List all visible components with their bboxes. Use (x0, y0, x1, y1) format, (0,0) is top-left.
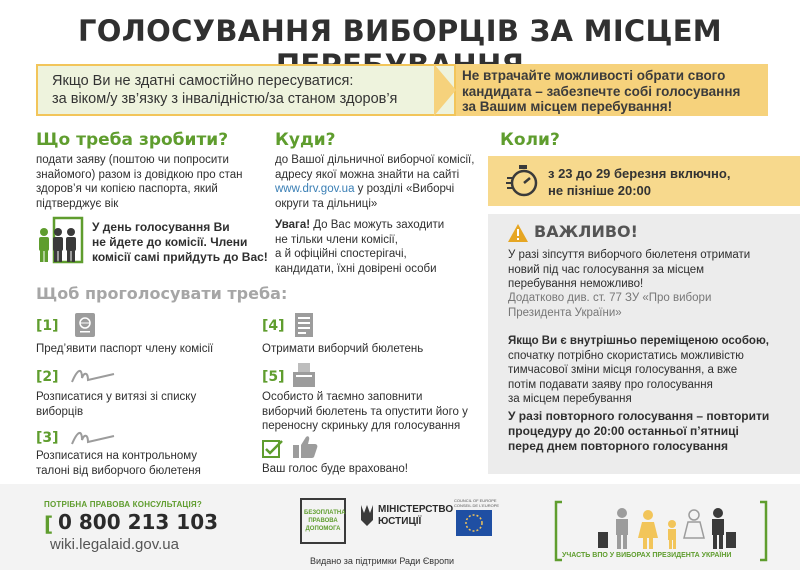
coe-text-1: COUNCIL OF EUROPE (454, 498, 497, 503)
where-line: адресу якої можна знайти на сайті (275, 168, 460, 181)
where-text (275, 153, 480, 211)
when-dates: з 23 до 29 березня включно, (548, 166, 731, 181)
step-5-line: переносну скриньку для голосування (262, 420, 461, 432)
attention-line: кандидати, їхні довірені особи (275, 262, 437, 275)
passport-icon (74, 312, 96, 338)
important-p3 (508, 409, 798, 454)
what-heading: Що треба зробити? (36, 130, 229, 150)
step-3-line: Розписатися на контрольному (36, 450, 197, 462)
wiki-link[interactable]: wiki.legalaid.gov.ua (50, 536, 179, 553)
what-text (36, 153, 266, 211)
step-6-text: Ваш голос буде враховано! (262, 463, 408, 475)
banner-arrow-icon (434, 64, 456, 116)
step-4-number: [4] (262, 318, 285, 334)
what-line: підтверджує вік (36, 197, 119, 210)
ministry-logo (378, 504, 453, 528)
step-2-line: виборців (36, 405, 84, 418)
step-4-text: Отримати виборчий бюлетень (262, 343, 424, 355)
banner-left-line1: Якщо Ви не здатні самостійно пересуватися: (52, 73, 354, 89)
what-line: здоров’я чи копією паспорта, який (36, 183, 218, 195)
family-icon (598, 506, 738, 550)
banner-call-to-action (456, 64, 768, 116)
commission-note-line: У день голосування Ви (92, 220, 230, 234)
step-5-line: виборчий бюлетень та опустити його у (262, 405, 468, 418)
step-2-line: Розписатися у витязі зі списку (36, 391, 197, 403)
important-line: перед днем повторного голосування (508, 439, 728, 453)
banner-left-line2: за віком/у зв’язку з інвалідністю/за станом здоров’я (52, 91, 398, 107)
banner-condition (36, 64, 456, 116)
legal-aid-line: ДОПОМОГА (305, 526, 341, 532)
consult-label: ПОТРІБНА ПРАВОВА КОНСУЛЬТАЦІЯ? (44, 500, 202, 509)
step-1-number: [1] (36, 318, 59, 334)
when-time: не пізніше 20:00 (548, 183, 652, 198)
important-p1 (508, 248, 798, 292)
commission-note-line: не йдете до комісії. Члени (92, 235, 248, 249)
important-line: тимчасової зміни місця голосування, а вже (508, 364, 738, 376)
ballot-box-icon (292, 362, 316, 388)
attention-rest: До Вас можуть заходити (310, 219, 445, 231)
what-line: знайомого) разом із довідкою про стан (36, 168, 243, 181)
important-line: новий під час голосування за місцем (508, 263, 705, 276)
phone-bracket-icon: [ (44, 512, 54, 536)
step-2-text (36, 390, 196, 419)
where-line (275, 182, 480, 197)
important-line: Якщо Ви є внутрішньо переміщеною особою, (508, 335, 769, 347)
important-p2 (508, 334, 798, 407)
what-line: подати заяву (поштою чи попросити (36, 154, 229, 166)
checkbox-check-icon (262, 440, 284, 458)
where-heading: Куди? (275, 130, 336, 150)
ministry-line: ЮСТИЦІЇ (378, 516, 422, 527)
legal-aid-text (304, 509, 346, 533)
when-box (488, 156, 800, 206)
important-line: потім подавати заяву про голосування (508, 378, 713, 391)
step-2-number: [2] (36, 369, 59, 385)
step-5-number: [5] (262, 369, 285, 385)
attention-line: не тільки члени комісії, (275, 233, 398, 246)
important-line: перебування неможливо! (508, 278, 644, 290)
important-ref (508, 291, 798, 320)
important-line: У разі повторного голосування – повторити (508, 409, 770, 423)
hotline-phone[interactable]: 0 800 213 103 (58, 510, 219, 534)
step-5-line: Особисто й таємно заповнити (262, 391, 423, 403)
stopwatch-icon (506, 164, 540, 198)
important-line: спочатку потрібно скористатись можливістю (508, 349, 744, 362)
coe-flag-icon (454, 508, 494, 538)
step-3-text (36, 449, 201, 478)
steps-heading: Щоб проголосувати треба: (36, 284, 288, 303)
banner-right-line3: за Вашим місцем перебування! (462, 99, 673, 114)
ballot-icon (294, 312, 314, 338)
step-3-number: [3] (36, 430, 59, 446)
important-ref-line: Президента України» (508, 306, 622, 319)
attention-line: а й офіційні спостерігачі, (275, 248, 407, 260)
important-line: за місцем перебування (508, 393, 632, 405)
signature-icon (70, 428, 116, 448)
trident-icon (360, 504, 374, 528)
vpo-caption: УЧАСТЬ ВПО У ВИБОРАХ ПРЕЗИДЕНТА УКРАЇНИ (562, 552, 732, 559)
thumbs-up-icon (292, 434, 318, 460)
vpo-logo (554, 500, 768, 562)
where-line: округи та дільниці» (275, 197, 378, 210)
important-header (508, 222, 708, 244)
where-line-rest: у розділі «Виборчі (354, 183, 455, 195)
important-heading: ВАЖЛИВО! (534, 222, 638, 241)
where-line: до Вашої дільничної виборчої комісії, (275, 154, 475, 166)
step-3-line: талоні від виборчого бюлетеня (36, 464, 201, 477)
step-5-text (262, 390, 468, 434)
banner-right-line2: кандидата – забезпечте собі голосування (462, 83, 741, 99)
ministry-line: МІНІСТЕРСТВО (378, 504, 454, 515)
signature-icon (70, 366, 116, 386)
important-line: У разі зіпсуття виборчого бюлетеня отримати (508, 249, 751, 261)
attention-label: Увага! (275, 219, 311, 231)
footer (0, 484, 800, 570)
important-box (488, 214, 800, 474)
page-title: ГОЛОСУВАННЯ ВИБОРЦІВ ЗА МІСЦЕМ (78, 14, 722, 48)
support-note: Видано за підтримки Ради Європи (310, 556, 454, 566)
drv-link[interactable]: www.drv.gov.ua (275, 183, 355, 195)
commission-people-icon (36, 216, 86, 264)
warning-icon (508, 224, 528, 242)
legal-aid-line: БЕЗОПЛАТНА (304, 510, 346, 516)
legal-aid-line: ПРАВОВА (308, 518, 338, 524)
important-line: процедуру до 20:00 останньої п’ятниці (508, 424, 739, 438)
when-heading: Коли? (500, 130, 560, 150)
coe-logo (454, 498, 500, 543)
step-1-text: Пред’явити паспорт члену комісії (36, 343, 214, 355)
important-ref-line: Додатково див. ст. 77 ЗУ «Про вибори (508, 292, 712, 304)
commission-note (92, 220, 268, 265)
coe-text-2: CONSEIL DE L'EUROPE (454, 503, 500, 508)
banner-right-line1: Не втрачайте можливості обрати свого (462, 68, 726, 83)
attention-text (275, 218, 480, 276)
attention-line (275, 218, 480, 233)
commission-note-line: комісії самі прийдуть до Вас! (92, 250, 268, 264)
legal-aid-logo (300, 498, 346, 544)
